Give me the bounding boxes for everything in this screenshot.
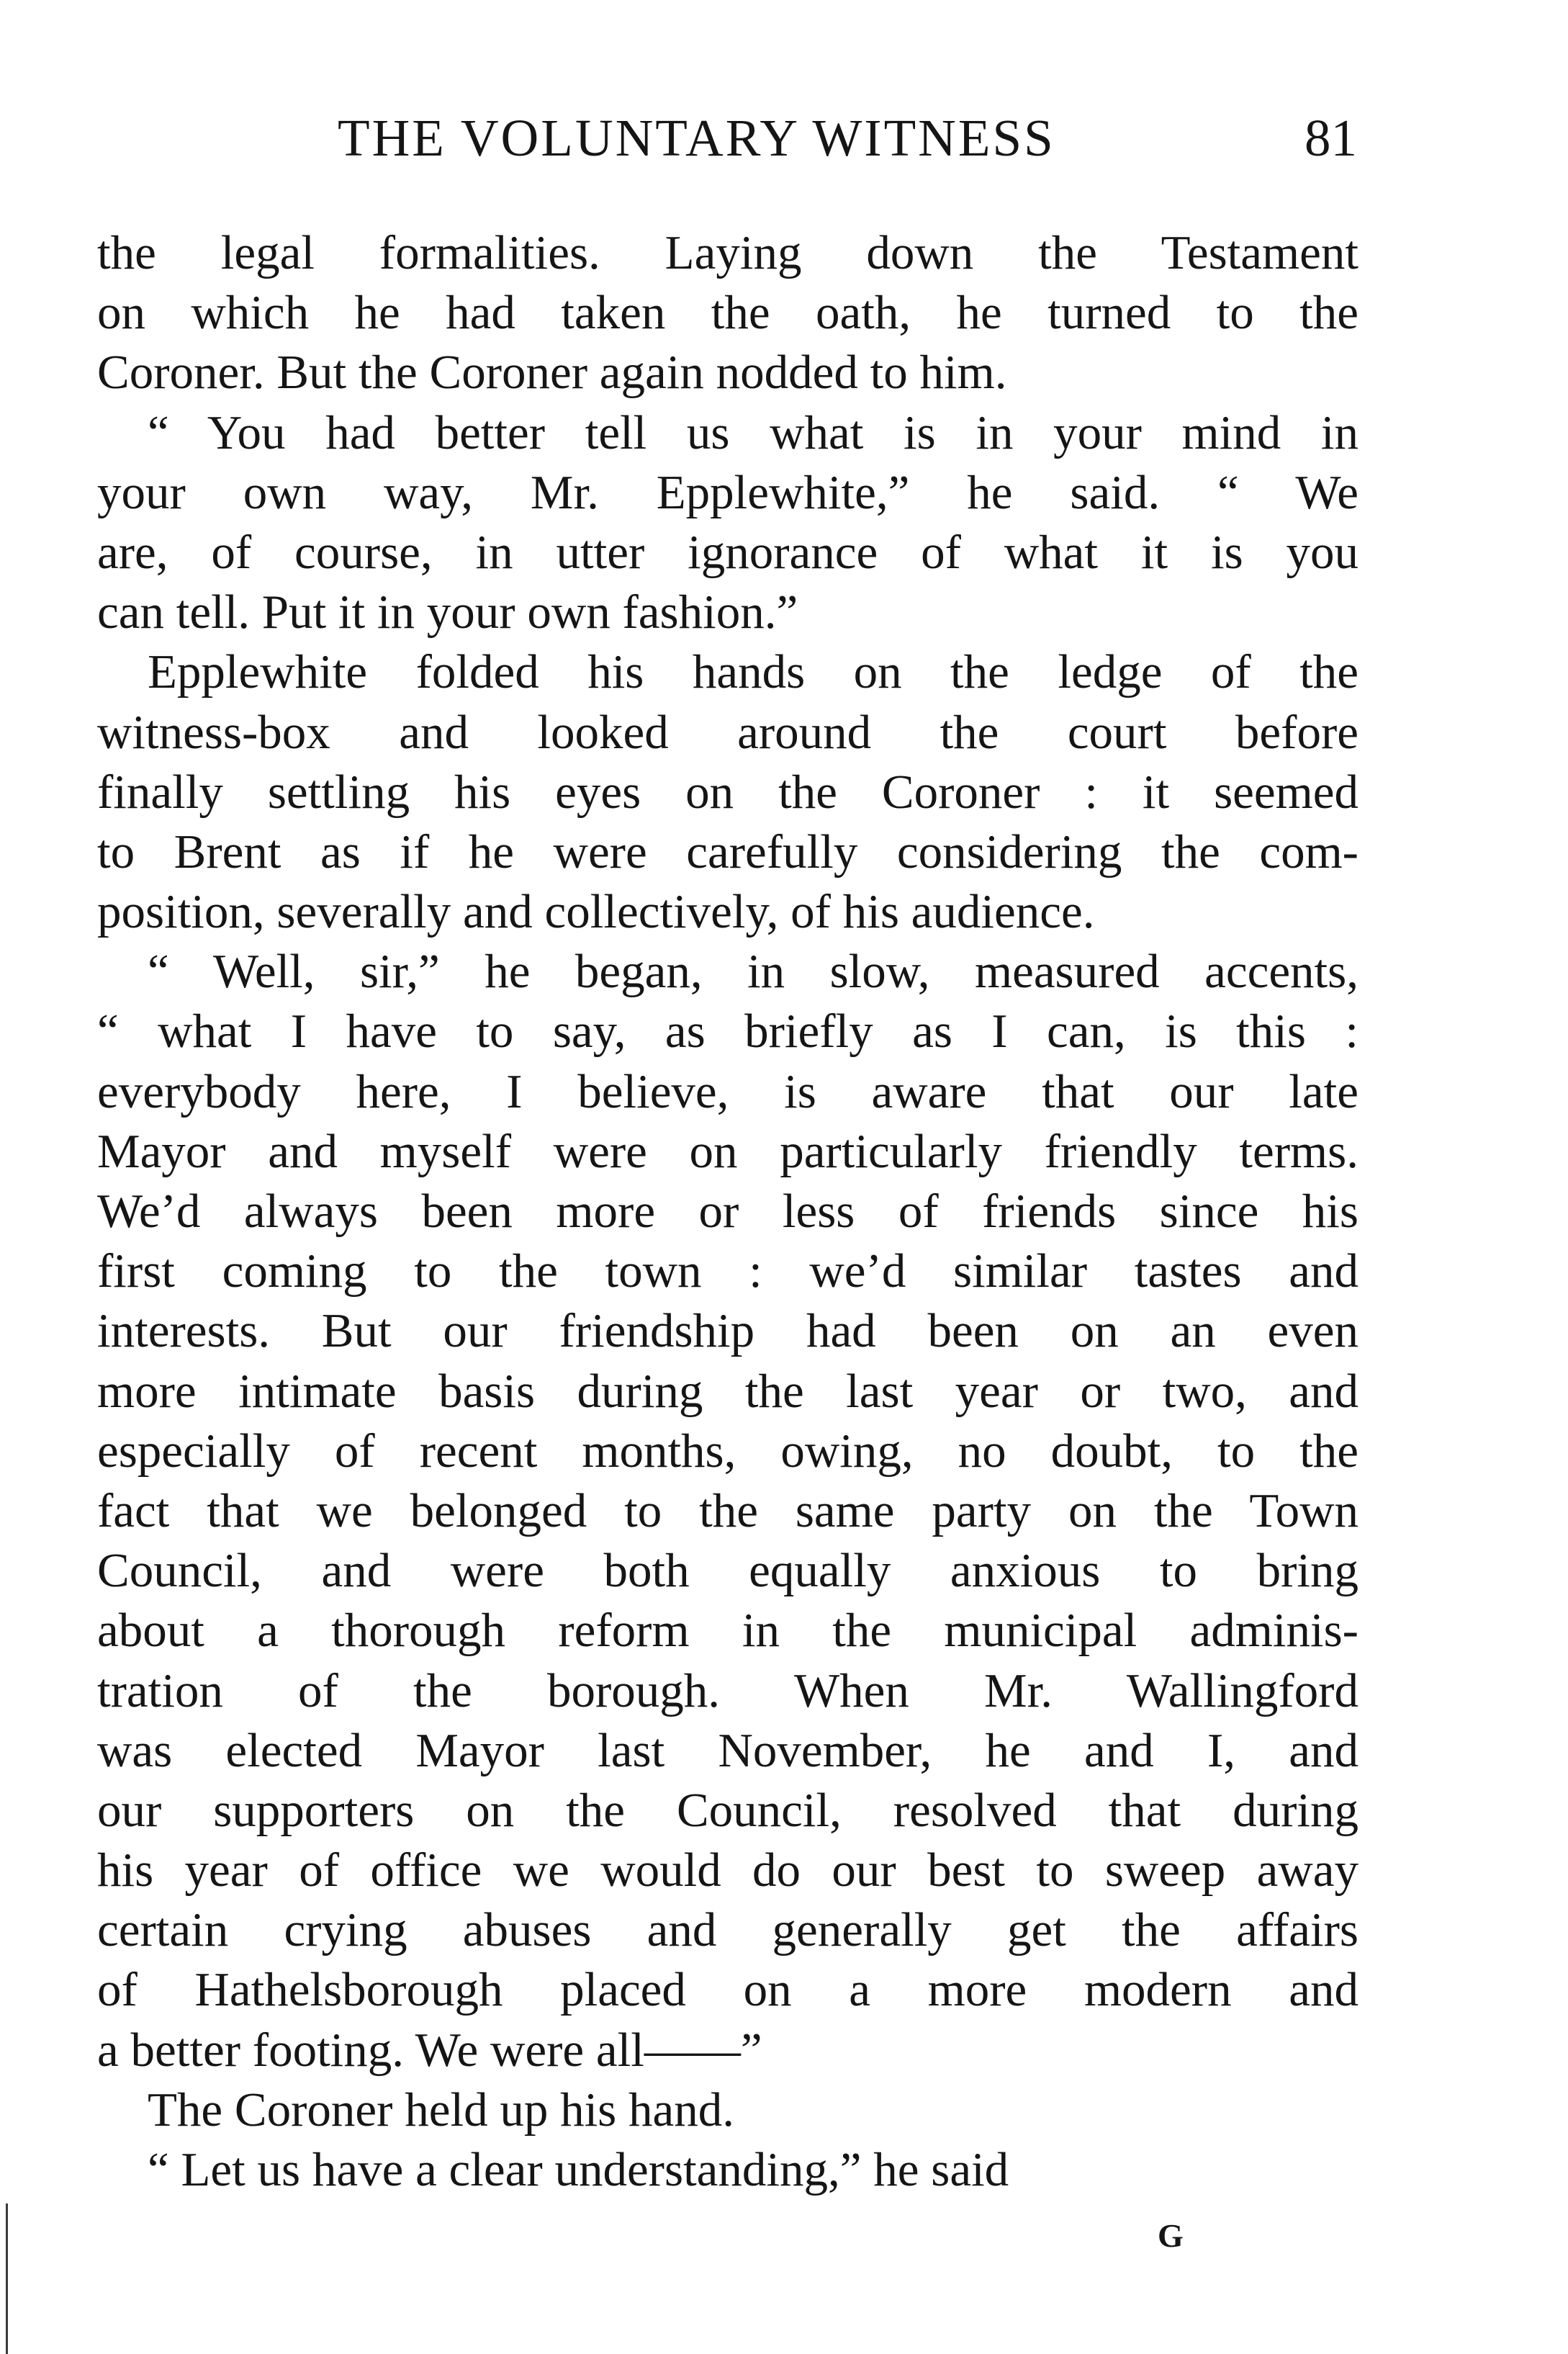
text-line: “ what I have to say, as briefly as I can, is this : (97, 1005, 1359, 1059)
text-line: “ Well, sir,” he began, in slow, measured accents, (148, 945, 1359, 999)
text-line: tration of the borough. When Mr. Wallingford (97, 1663, 1359, 1717)
text-line: Mayor and myself were on particularly friendly terms. (97, 1124, 1359, 1178)
text-line: We’d always been more or less of friends since his (97, 1185, 1359, 1238)
text-line: on which he had taken the oath, he turned to the (97, 286, 1359, 340)
text-line: Epplewhite folded his hands on the ledge of the (148, 645, 1359, 699)
text-line: of Hathelsborough placed on a more modern and (97, 1963, 1359, 2017)
text-line: position, severally and collectively, of his audience. (97, 885, 1095, 939)
text-line: to Brent as if he were carefully considering the com- (97, 825, 1359, 879)
text-line: his year of office we would do our best to sweep away (97, 1843, 1359, 1897)
running-head (97, 108, 1357, 173)
body-text (97, 223, 1359, 2200)
text-line: more intimate basis during the last year or two, and (97, 1364, 1359, 1418)
text-line: can tell. Put it in your own fashion.” (97, 585, 798, 639)
text-line: especially of recent months, owing, no doubt, to the (97, 1424, 1359, 1478)
text-line: “ Let us have a clear understanding,” he said (148, 2143, 1009, 2196)
page-number: 81 (1305, 109, 1357, 167)
text-line: are, of course, in utter ignorance of what it is you (97, 525, 1359, 579)
text-line: our supporters on the Council, resolved that during (97, 1783, 1359, 1837)
text-line: your own way, Mr. Epplewhite,” he said. “ We (97, 465, 1359, 519)
text-line: certain crying abuses and generally get the affairs (97, 1903, 1359, 1957)
binding-edge-line (6, 2203, 8, 2354)
text-line: was elected Mayor last November, he and I, and (97, 1723, 1359, 1777)
text-line: interests. But our friendship had been on an even (97, 1304, 1359, 1358)
text-line: Council, and were both equally anxious to bring (97, 1544, 1359, 1598)
text-line: first coming to the town : we’d similar tastes and (97, 1244, 1359, 1298)
text-line: finally settling his eyes on the Coroner : it seemed (97, 765, 1359, 819)
text-line: fact that we belonged to the same party on the Town (97, 1483, 1359, 1537)
signature-mark: G (1158, 2217, 1184, 2254)
text-line: a better footing. We were all——” (97, 2023, 762, 2077)
text-line: about a thorough reform in the municipal adminis- (97, 1604, 1359, 1658)
text-line: witness-box and looked around the court before (97, 705, 1359, 759)
text-line: “ You had better tell us what is in your mind in (148, 405, 1359, 459)
text-line: the legal formalities. Laying down the Testament (97, 226, 1359, 279)
text-line: everybody here, I believe, is aware that our late (97, 1064, 1359, 1118)
text-line: The Coroner held up his hand. (148, 2083, 734, 2137)
text-line: Coroner. But the Coroner again nodded to him. (97, 346, 1007, 400)
running-title: THE VOLUNTARY WITNESS (338, 109, 1055, 167)
